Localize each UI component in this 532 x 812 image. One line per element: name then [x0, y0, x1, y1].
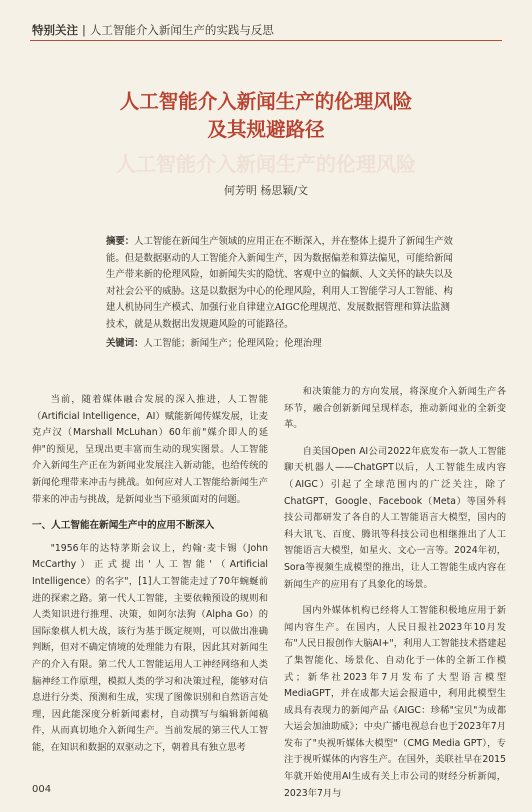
keywords-text: 人工智能；新闻生产；伦理风险；伦理治理 — [143, 337, 322, 349]
article-title — [0, 88, 532, 144]
header-column: 特别关注 — [32, 23, 78, 37]
section-heading: 一、人工智能在新闻生产中的应用不断深入 — [32, 520, 215, 532]
title-line-2: 及其规避路径 — [207, 118, 325, 141]
abstract-paragraph: 摘要：人工智能在新闻生产领域的应用正在不断深入，并在整体上提升了新闻生产效能。但是数据驱动的人工智能介入新闻生产，因为数据偏差和算法偏见，可能给新闻生产带来新的伦理风险，如新闻失实的隐忧、客观中立的偏颇、人文关怀的缺失以及对社会公平的威胁。这是以数据为中心的伦理风险，利用人工智能学习人工智能、构建人机协同生产模式、加强行业自律建立AIGC伦理规范、发展数据管理和算法监测技术，就是从数据出发规避风险的可能路径。 — [106, 236, 453, 330]
abstract-label: 摘要 — [106, 236, 125, 247]
right-column — [284, 384, 506, 812]
title-watermark: 人工智能介入新闻生产的伦理风险 — [116, 152, 416, 176]
right-paragraph-2: 自美国Open AI公司2022年底发布一款人工智能聊天机器人——ChatGPT以后，人工智能生成内容（AIGC）引起了全球范围内的广泛关注，除了ChatGPT，Google、Facebook（Meta）等国外科技公司都研发了各自的人工智能语言大模型，国内的科大讯飞、百度、腾讯等科技公司也相继推出了人工智能语言大模型，如星火、文心一言等。2024年初，Sora等视频生成模型的推出，让人工智能生成内容在新闻生产的应用有了具象化的场景。 — [284, 445, 506, 590]
header-subtitle: 人工智能介入新闻生产的实践与反思 — [89, 23, 274, 37]
title-line-1: 人工智能介入新闻生产的伦理风险 — [119, 90, 413, 113]
page-number: 004 — [32, 784, 52, 795]
right-paragraph-1: 和决策能力的方向发展，将深度介入新闻生产各环节，融合创新新闻呈现样态，推动新闻业的全新变革。 — [284, 386, 506, 431]
page-header — [32, 22, 274, 38]
authors: 何芳明 杨思颖/文 — [223, 184, 309, 197]
header-rule — [30, 40, 502, 41]
intro-paragraph: 当前，随着媒体融合发展的深入推进，人工智能（Artificial Intelligence，AI）赋能新闻传媒发展，让麦克卢汉（Marshall McLuhan）60年前"媒介即人的延伸"的预见，呈现出更丰富而生动的现实图景。人工智能介入新闻生产正在为新闻业发展注入新动能，也给传统的新闻伦理带来冲击与挑战。如何应对人工智能给新闻生产带来的冲击与挑战，是新闻业当下亟须面对的问题。 — [32, 394, 268, 505]
abstract — [106, 234, 456, 352]
header-separator: | — [82, 23, 86, 37]
right-paragraph-3: 国内外媒体机构已经将人工智能积极地应用于新闻内容生产。在国内，人民日报社2023年10月发布"人民日报创作大脑AI+"，利用人工智能技术搭建起了集智能化、场景化、自动化于一体的全新工作模式；新华社2023年7月发布了大型语言模型MediaGPT，并在成都大运会报道中，利用此模型生成具有表现力的新闻产品《AIGC：珍稀"宝贝"为成都大运会加油助威》；中央广播电视总台也于2023年7月发布了"央视听媒体大模型"（CMG Media GPT），专注于视听媒体的内容生产。在国外，美联社早在2015年就开始使用AI生成有关上市公司的财经分析新闻，2023年7月与 — [284, 605, 506, 799]
left-column — [32, 392, 268, 766]
section-body-paragraph: "1956年的达特茅斯会议上，约翰·麦卡锡（John McCarthy）正式提出'人工智能'（Artificial Intelligence）的名字"，[1]人工智能走过了70年蜿蜒前进的探索之路。第一代人工智能，主要依赖预设的规则和人类知识进行推理、决策，如阿尔法狗（Alpha Go）的国际象棋人机大战，该行为基于既定规则，可以做出准确判断，但对不确定情境的处理能力有限，因此其对新闻生产的介入有限。第二代人工智能运用人工神经网络和人类脑神经工作原理，模拟人类的学习和决策过程，能够对信息进行分类、预测和生成，实现了图像识别和自然语言处理，因此能深度分析新闻素材，自动撰写与编辑新闻稿件，从而真切地介入新闻生产。当前发展的第三代人工智能，在知识和数据的双驱动之下，朝着具有独立思考 — [32, 542, 268, 753]
keywords-paragraph: 关键词：人工智能；新闻生产；伦理风险；伦理治理 — [106, 337, 322, 349]
keywords-label: 关键词 — [106, 337, 135, 349]
abstract-text: 人工智能在新闻生产领域的应用正在不断深入，并在整体上提升了新闻生产效能。但是数据驱动的人工智能介入新闻生产，因为数据偏差和算法偏见，可能给新闻生产带来新的伦理风险，如新闻失实的隐忧、客观中立的偏颇、人文关怀的缺失以及对社会公平的威胁。这是以数据为中心的伦理风险，利用人工智能学习人工智能、构建人机协同生产模式、加强行业自律建立AIGC伦理规范、发展数据管理和算法监测技术，就是从数据出发规避风险的可能路径。 — [106, 236, 453, 330]
